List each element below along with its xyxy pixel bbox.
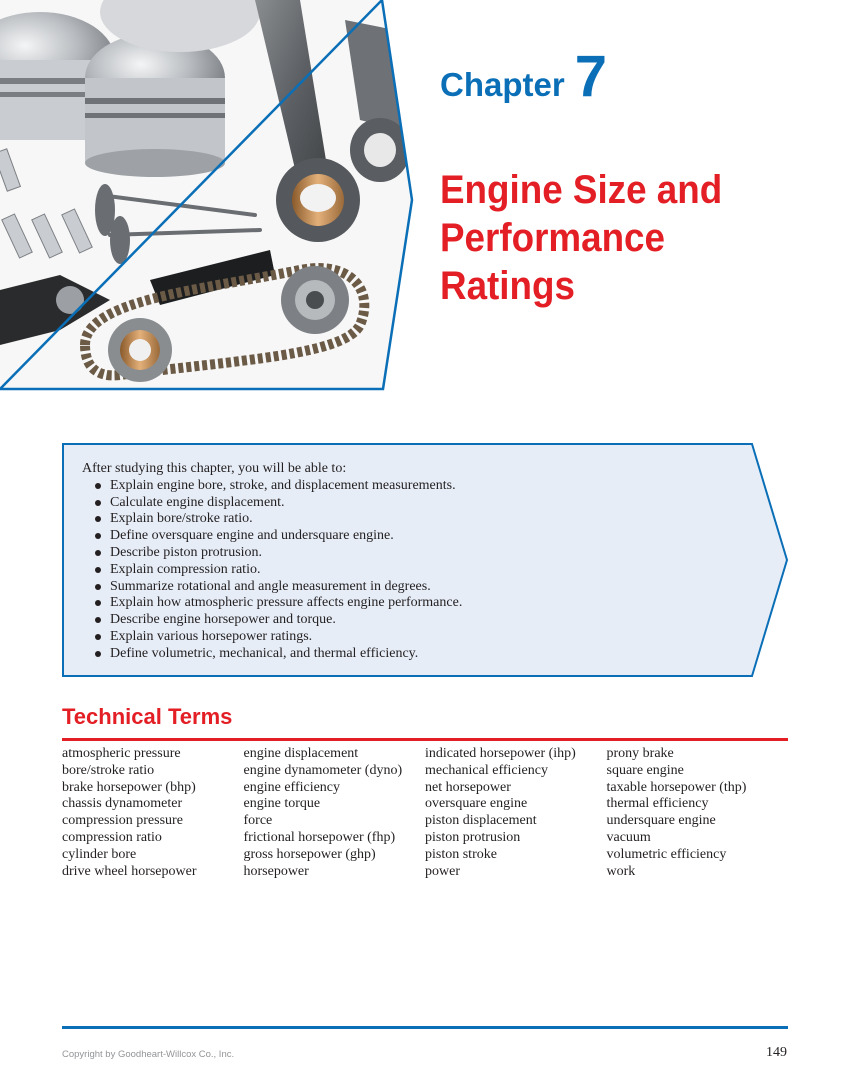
objective-item: Define oversquare engine and undersquare engine.: [94, 528, 742, 545]
chapter-title-line: Performance: [440, 216, 665, 260]
objective-item: Describe engine horsepower and torque.: [94, 612, 742, 629]
term: horsepower: [243, 863, 309, 879]
term: piston displacement: [425, 813, 537, 829]
objectives-list: [82, 478, 742, 663]
term: engine torque: [243, 796, 321, 812]
term: piston protrusion: [425, 829, 521, 845]
term: atmospheric pressure: [62, 746, 181, 761]
term: bore/stroke ratio: [62, 762, 155, 778]
chapter-title-line: Ratings: [440, 264, 575, 308]
chapter-label: [440, 44, 607, 109]
term: engine efficiency: [243, 779, 341, 795]
term: frictional horsepower (fhp): [243, 829, 396, 845]
term: net horsepower: [425, 779, 511, 795]
objective-item: Explain bore/stroke ratio.: [94, 511, 742, 528]
term: taxable horsepower (thp): [606, 779, 747, 795]
objective-item: Explain how atmospheric pressure affects engine performance.: [94, 595, 742, 612]
copyright-notice: Copyright by Goodheart-Willcox Co., Inc.: [62, 1049, 235, 1060]
term: cylinder bore: [62, 846, 137, 862]
objective-item: Explain engine bore, stroke, and displacement measurements.: [94, 478, 742, 495]
terms-column: [607, 746, 789, 880]
objective-item: Calculate engine displacement.: [94, 495, 742, 512]
technical-terms-rule: [62, 738, 788, 741]
term: volumetric efficiency: [606, 846, 727, 862]
technical-terms-heading: Technical Terms: [62, 704, 233, 729]
objective-item: Explain compression ratio.: [94, 562, 742, 579]
chapter-opener-image: [0, 0, 420, 392]
chapter-title-line: Engine Size and: [440, 168, 723, 212]
objective-item: Summarize rotational and angle measurement in degrees.: [94, 579, 742, 596]
term: gross horsepower (ghp): [243, 846, 376, 862]
term: vacuum: [606, 829, 651, 845]
page-number: 149: [766, 1045, 787, 1060]
term: force: [243, 813, 273, 829]
term: chassis dynamometer: [62, 796, 183, 812]
term: work: [606, 863, 636, 879]
term: power: [425, 863, 460, 879]
term: undersquare engine: [606, 813, 716, 829]
term: engine displacement: [243, 746, 359, 761]
term: compression ratio: [62, 829, 162, 845]
chapter-word: Chapter: [440, 66, 565, 103]
term: engine dynamometer (dyno): [243, 762, 403, 778]
objective-item: Explain various horsepower ratings.: [94, 629, 742, 646]
objective-item: Define volumetric, mechanical, and thermal efficiency.: [94, 646, 742, 663]
technical-terms-grid: [62, 746, 788, 880]
objectives-box: [62, 443, 790, 677]
term: piston stroke: [425, 846, 497, 862]
chapter-title: [440, 166, 800, 310]
objectives-intro: After studying this chapter, you will be able to:: [82, 461, 347, 476]
terms-column: [244, 746, 426, 880]
term: drive wheel horsepower: [62, 863, 197, 879]
term: oversquare engine: [425, 796, 528, 812]
terms-column: [62, 746, 244, 880]
objective-item: Describe piston protrusion.: [94, 545, 742, 562]
term: square engine: [606, 762, 684, 778]
term: indicated horsepower (ihp): [425, 746, 576, 761]
footer-rule: [62, 1026, 788, 1029]
term: mechanical efficiency: [425, 762, 548, 778]
term: compression pressure: [62, 813, 183, 829]
terms-column: [425, 746, 607, 880]
term: prony brake: [606, 746, 674, 761]
chapter-number: 7: [574, 44, 607, 109]
term: brake horsepower (bhp): [62, 779, 196, 795]
term: thermal efficiency: [606, 796, 709, 812]
